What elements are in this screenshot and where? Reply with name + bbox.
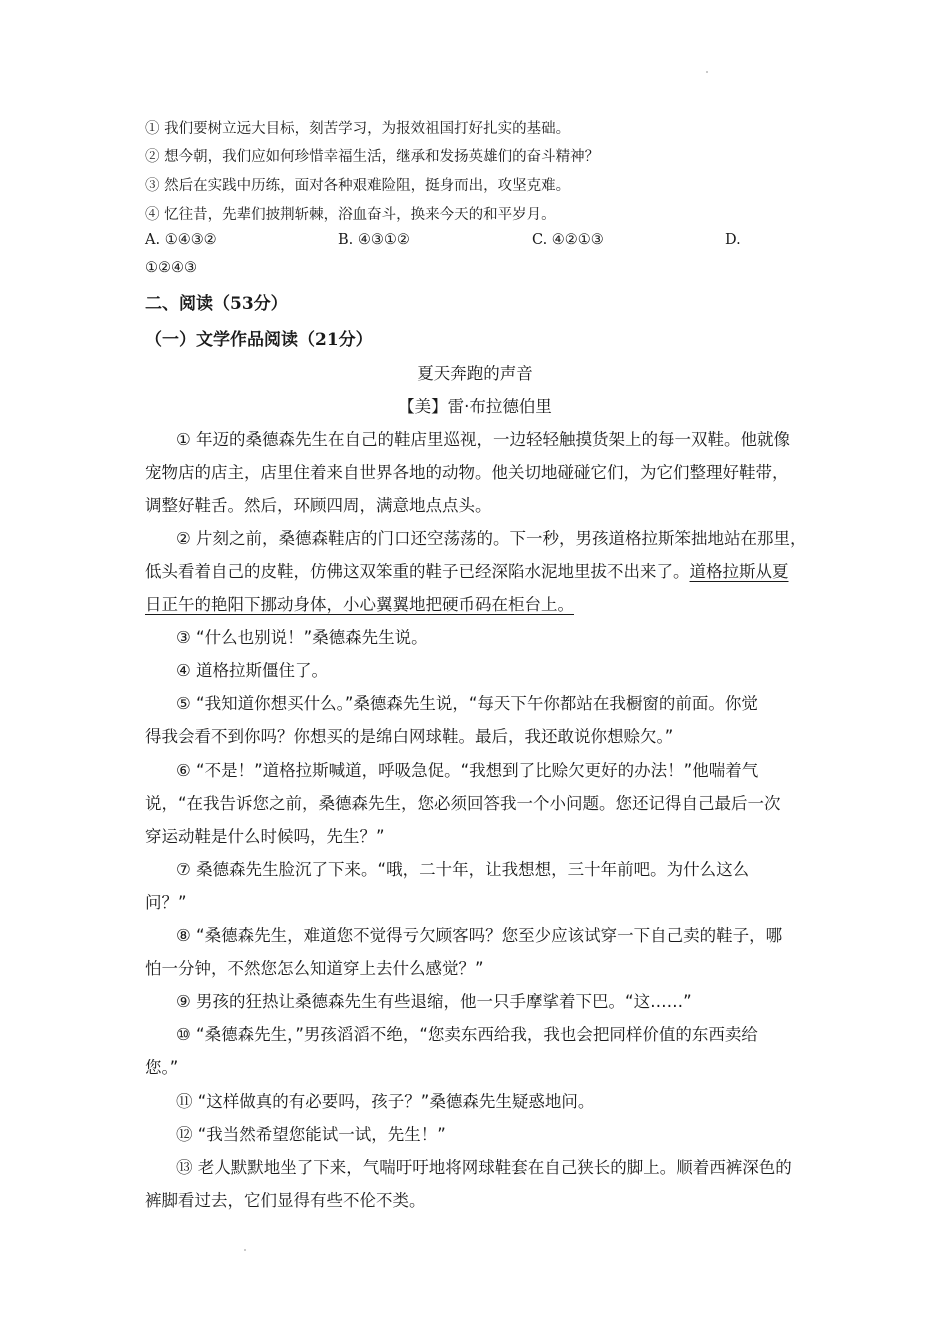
paragraph-line: 调整好鞋舌。然后，环顾四周，满意地点点头。 [145, 496, 492, 515]
paragraph-text: 低头看着自己的皮鞋，仿佛这双笨重的鞋子已经深陷水泥地里拔不出来了。 [145, 562, 690, 581]
option-statement-1: ① 我们要树立远大目标，刻苦学习，为报效祖国打好扎实的基础。 [145, 121, 571, 137]
article-author: 【美】雷·布拉德伯里 [398, 397, 552, 416]
paragraph-line: 穿运动鞋是什么时候吗，先生？” [145, 827, 385, 846]
paragraph-line: 怕一分钟，不然您怎么知道穿上去什么感觉？” [145, 959, 484, 978]
paragraph-line: ③ “什么也别说！”桑德森先生说。 [176, 628, 428, 647]
paragraph-line: ⑧ “桑德森先生，难道您不觉得亏欠顾客吗？您至少应该试穿一下自己卖的鞋子，哪 [176, 926, 783, 945]
paragraph-line: ② 片刻之前，桑德森鞋店的门口还空荡荡的。下一秒，男孩道格拉斯笨拙地站在那里， [176, 529, 807, 548]
choice-b: B. ④③①② [338, 232, 410, 248]
paragraph-line: 您。” [145, 1058, 179, 1077]
paragraph-line: 裤脚看过去，它们显得有些不伦不类。 [145, 1191, 426, 1210]
option-statement-2: ② 想今朝，我们应如何珍惜幸福生活，继承和发扬英雄们的奋斗精神？ [145, 149, 600, 165]
paragraph-line [145, 558, 789, 582]
article-title: 夏天奔跑的声音 [417, 364, 533, 383]
choice-d: D. [725, 232, 741, 248]
paragraph-line: 得我会看不到你吗？你想买的是绵白网球鞋。最后，我还敢说你想赊欠。” [145, 727, 674, 746]
paragraph-line: ④ 道格拉斯僵住了。 [176, 661, 329, 680]
choice-d-answer: ①②④③ [145, 260, 197, 276]
choice-c: C. ④②①③ [532, 232, 604, 248]
paragraph-line: ① 年迈的桑德森先生在自己的鞋店里巡视，一边轻轻触摸货架上的每一双鞋。他就像 [176, 430, 791, 449]
scan-speck [244, 1249, 246, 1251]
paragraph-line: ⑬ 老人默默地坐了下来，气喘吁吁地将网球鞋套在自己狭长的脚上。顺着西裤深色的 [176, 1158, 792, 1177]
paragraph-line: 宠物店的店主，店里住着来自世界各地的动物。他关切地碰碰它们，为它们整理好鞋带， [145, 463, 789, 482]
paragraph-line: ⑪ “这样做真的有必要吗，孩子？”桑德森先生疑惑地问。 [176, 1092, 595, 1111]
underlined-sentence: 道格拉斯从夏 [689, 562, 789, 581]
paragraph-line: ⑦ 桑德森先生脸沉了下来。“哦，二十年，让我想想，三十年前吧。为什么这么 [176, 860, 750, 879]
choice-a: A. ①④③② [145, 232, 217, 248]
section-subheading: （一）文学作品阅读（21分） [145, 330, 373, 350]
paragraph-line: ⑩ “桑德森先生，”男孩滔滔不绝，“您卖东西给我，我也会把同样价值的东西卖给 [176, 1025, 758, 1044]
paragraph-line: ⑥ “不是！”道格拉斯喊道，呼吸急促。“我想到了比赊欠更好的办法！”他喘着气 [176, 761, 759, 780]
paragraph-line: ⑨ 男孩的狂热让桑德森先生有些退缩，他一只手摩挲着下巴。“这……” [176, 992, 692, 1011]
paragraph-line: ⑫ “我当然希望您能试一试，先生！” [176, 1125, 446, 1144]
paragraph-line: 说，“在我告诉您之前，桑德森先生，您必须回答我一个小问题。您还记得自己最后一次 [145, 794, 781, 813]
paragraph-line: ⑤ “我知道你想买什么。”桑德森先生说，“每天下午你都站在我橱窗的前面。你觉 [176, 694, 758, 713]
option-statement-3: ③ 然后在实践中历练，面对各种艰难险阻，挺身而出，攻坚克难。 [145, 178, 571, 194]
scan-speck [706, 71, 708, 73]
section-heading: 二、阅读（53分） [145, 294, 288, 314]
underlined-sentence: 日正午的艳阳下挪动身体，小心翼翼地把硬币码在柜台上。 [145, 595, 574, 614]
paragraph-line: 问？” [145, 893, 187, 912]
option-statement-4: ④ 忆往昔，先辈们披荆斩棘，浴血奋斗，换来今天的和平岁月。 [145, 207, 556, 223]
